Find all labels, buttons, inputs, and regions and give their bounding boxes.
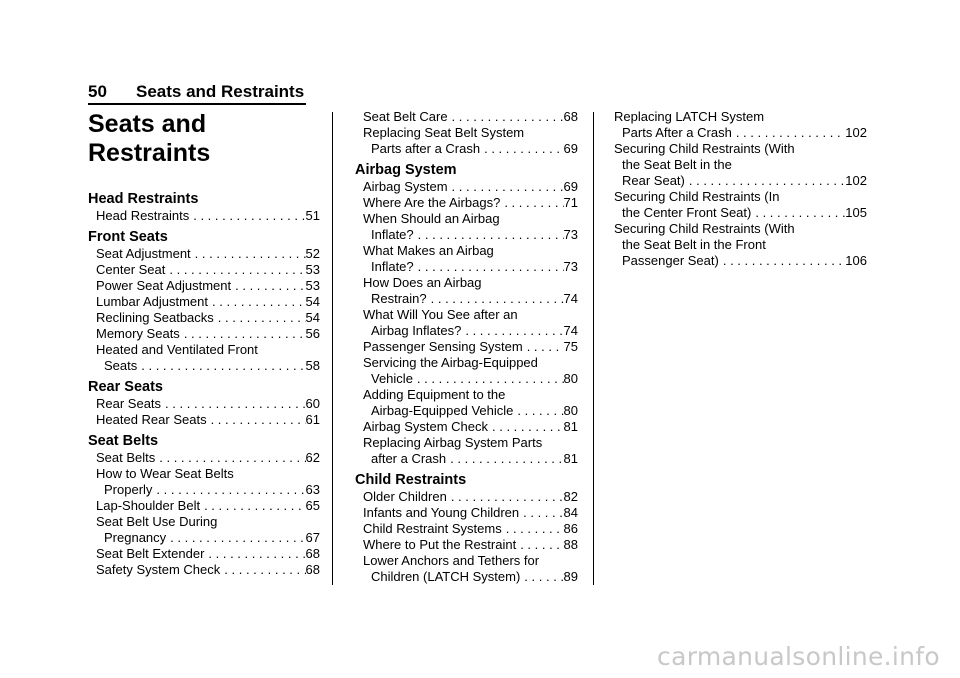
toc-entry-text: the Seat Belt in the Front (622, 237, 766, 252)
toc-entry-text: Older Children (363, 489, 447, 504)
toc-entry-page: 81 (563, 419, 578, 434)
toc-entry[interactable] (355, 275, 578, 307)
chapter-title-line: Restraints (88, 139, 211, 167)
toc-entry-line (614, 173, 867, 189)
dot-leader (137, 358, 305, 374)
toc-entry-line (363, 179, 578, 195)
toc-entry-text: Servicing the Airbag-Equipped (363, 355, 538, 370)
toc-entry-line (96, 498, 320, 514)
dot-leader (447, 489, 564, 505)
toc-entry-page: 88 (563, 537, 578, 552)
dot-leader (520, 569, 563, 585)
toc-entry-text: Memory Seats (96, 326, 180, 341)
toc-entry-text: Reclining Seatbacks (96, 310, 214, 325)
toc-entry[interactable] (88, 498, 320, 514)
toc-entry-text: Center Seat (96, 262, 166, 277)
dot-leader (414, 259, 564, 275)
toc-entry[interactable] (355, 387, 578, 419)
toc-entry-page: 106 (845, 253, 867, 268)
toc-entry-text: Seat Belt Use During (96, 514, 218, 529)
toc-entry-line (363, 403, 578, 419)
toc-entry-page: 74 (563, 323, 578, 338)
toc-entry-text: Heated Rear Seats (96, 412, 207, 427)
toc-entry-page: 68 (563, 109, 578, 124)
toc-column-3 (614, 109, 867, 269)
toc-entry-text: Passenger Seat) (622, 253, 719, 268)
toc-entry-text: the Center Front Seat) (622, 205, 752, 220)
toc-entry-line (614, 125, 867, 141)
toc-entry-text: Vehicle (371, 371, 413, 386)
toc-entry-text: Seat Belt Care (363, 109, 448, 124)
toc-entry[interactable] (614, 141, 867, 189)
toc-entry-line (363, 419, 578, 435)
section-heading: Head Restraints (88, 191, 199, 207)
toc-entry-line (96, 278, 320, 294)
toc-entry-page: 73 (563, 227, 578, 242)
toc-entry-page: 68 (305, 562, 320, 577)
dot-leader (488, 419, 564, 435)
toc-entry-page: 80 (563, 371, 578, 386)
dot-leader (502, 521, 564, 537)
toc-entry-text: Replacing LATCH System (614, 109, 765, 124)
toc-entry-page: 54 (305, 294, 320, 309)
toc-entry-text: Infants and Young Children (363, 505, 520, 520)
toc-entry-text: the Seat Belt in the (622, 157, 732, 172)
toc-entry[interactable] (355, 355, 578, 387)
toc-entry-text: Head Restraints (96, 208, 190, 223)
dot-leader (685, 173, 845, 189)
toc-column-1 (88, 109, 320, 578)
toc-entry-line (96, 450, 320, 466)
toc-entry-text: Children (LATCH System) (371, 569, 521, 584)
toc-entry-text: Seat Belt Extender (96, 546, 205, 561)
toc-entry-line (363, 141, 578, 157)
toc-entry-line (614, 253, 867, 269)
column-divider-2 (593, 112, 594, 585)
toc-entry-line (363, 227, 578, 243)
section-heading: Child Restraints (355, 472, 467, 488)
toc-entry-text: Inflate? (371, 227, 414, 242)
toc-entry[interactable] (88, 262, 320, 278)
toc-entry-text: Airbag-Equipped Vehicle (371, 403, 514, 418)
toc-entry-text: How to Wear Seat Belts (96, 466, 234, 481)
toc-entry-line (96, 294, 320, 310)
toc-entry-text: Safety System Check (96, 562, 221, 577)
dot-leader (732, 125, 845, 141)
toc-entry-text: Replacing Seat Belt System (363, 125, 525, 140)
toc-entry[interactable] (355, 419, 578, 435)
toc-entry-page: 60 (305, 396, 320, 411)
page-number: 50 (88, 82, 107, 101)
dot-leader (152, 482, 305, 498)
toc-entry[interactable] (355, 521, 578, 537)
toc-entry-page: 75 (563, 339, 578, 354)
toc-entry-page: 62 (305, 450, 320, 465)
toc-entry-page: 54 (305, 310, 320, 325)
dot-leader (220, 562, 305, 578)
dot-leader (427, 291, 564, 307)
dot-leader (523, 339, 564, 355)
toc-entry-page: 68 (305, 546, 320, 561)
dot-leader (461, 323, 563, 339)
toc-entry[interactable] (355, 339, 578, 355)
toc-entry[interactable] (88, 562, 320, 578)
toc-entry[interactable] (355, 179, 578, 195)
toc-entry-text: Lumbar Adjustment (96, 294, 209, 309)
toc-entry-text: Airbag Inflates? (371, 323, 462, 338)
toc-entry-text: When Should an Airbag (363, 211, 500, 226)
toc-entry-line (363, 291, 578, 307)
chapter-title-line: Seats and (88, 110, 207, 138)
toc-entry-page: 53 (305, 278, 320, 293)
toc-entry-text: Inflate? (371, 259, 414, 274)
toc-entry-page: 102 (845, 173, 867, 188)
toc-entry-text: Lower Anchors and Tethers for (363, 553, 540, 568)
toc-entry-line (363, 371, 578, 387)
toc-entry-line (96, 208, 320, 224)
toc-entry-text: Rear Seats (96, 396, 162, 411)
toc-entry[interactable] (88, 278, 320, 294)
toc-entry-line (96, 262, 320, 278)
toc-entry[interactable] (88, 246, 320, 262)
toc-entry-text: Securing Child Restraints (With (614, 141, 795, 156)
chapter-title (88, 110, 320, 168)
toc-entry-text: Rear Seat) (622, 173, 685, 188)
dot-leader (191, 246, 306, 262)
toc-entry[interactable] (88, 466, 320, 498)
toc-entry-page: 73 (563, 259, 578, 274)
toc-entry-text: Restrain? (371, 291, 427, 306)
toc-entry-line (96, 530, 320, 546)
running-title: Seats and Restraints (136, 82, 305, 101)
dot-leader (231, 278, 305, 294)
dot-leader (448, 109, 564, 125)
toc-entry[interactable] (355, 307, 578, 339)
toc-entry[interactable] (88, 412, 320, 428)
section-heading: Airbag System (355, 162, 457, 178)
column-divider-1 (332, 112, 333, 585)
toc-entry[interactable] (355, 211, 578, 243)
toc-entry[interactable] (614, 109, 867, 141)
watermark: carmanualsonline.info (657, 642, 940, 671)
toc-entry-line (363, 195, 578, 211)
dot-leader (446, 451, 563, 467)
toc-entry-page: 63 (305, 482, 320, 497)
toc-entry[interactable] (355, 505, 578, 521)
toc-entry-page: 86 (563, 521, 578, 536)
toc-entry-line (363, 339, 578, 355)
dot-leader (719, 253, 845, 269)
toc-entry[interactable] (355, 109, 578, 125)
toc-entry[interactable] (88, 396, 320, 412)
toc-entry-page: 52 (305, 246, 320, 261)
toc-entry-text: Heated and Ventilated Front (96, 342, 258, 357)
toc-entry[interactable] (88, 208, 320, 224)
toc-entry-page: 65 (305, 498, 320, 513)
dot-leader (516, 537, 563, 553)
toc-entry-line (363, 537, 578, 553)
toc-entry-text: after a Crash (371, 451, 447, 466)
toc-entry-text: Lap-Shoulder Belt (96, 498, 201, 513)
toc-entry-text: What Will You See after an (363, 307, 518, 322)
dot-leader (155, 450, 305, 466)
dot-leader (500, 195, 563, 211)
toc-entry-page: 84 (563, 505, 578, 520)
toc-entry-line (363, 505, 578, 521)
toc-entry-page: 61 (305, 412, 320, 427)
dot-leader (414, 227, 564, 243)
toc-entry[interactable] (88, 310, 320, 326)
toc-entry-text: Airbag System Check (363, 419, 488, 434)
toc-entry-text: Replacing Airbag System Parts (363, 435, 543, 450)
toc-entry-text: Seat Adjustment (96, 246, 191, 261)
toc-entry[interactable] (88, 326, 320, 342)
dot-leader (519, 505, 563, 521)
toc-entry-line (96, 562, 320, 578)
dot-leader (166, 530, 305, 546)
toc-entry[interactable] (355, 489, 578, 505)
toc-entry-text: Securing Child Restraints (With (614, 221, 795, 236)
toc-entry[interactable] (614, 221, 867, 269)
dot-leader (448, 179, 564, 195)
toc-entry-text: Adding Equipment to the (363, 387, 506, 402)
header-row (88, 82, 306, 102)
toc-entry-text: Child Restraint Systems (363, 521, 502, 536)
section-heading: Rear Seats (88, 379, 163, 395)
toc-entry-text: Where to Put the Restraint (363, 537, 517, 552)
toc-entry-text: Passenger Sensing System (363, 339, 523, 354)
toc-entry-line (96, 396, 320, 412)
toc-entry-text: How Does an Airbag (363, 275, 482, 290)
toc-entry[interactable] (355, 195, 578, 211)
toc-entry-line (363, 259, 578, 275)
toc-entry[interactable] (88, 294, 320, 310)
toc-entry[interactable] (355, 553, 578, 585)
toc-entry[interactable] (355, 537, 578, 553)
toc-entry-line (363, 323, 578, 339)
toc-entry-page: 81 (563, 451, 578, 466)
toc-entry-text: Parts after a Crash (371, 141, 481, 156)
dot-leader (413, 371, 564, 387)
dot-leader (208, 294, 306, 310)
section-heading: Seat Belts (88, 433, 159, 449)
dot-leader (207, 412, 306, 428)
toc-entry-page: 89 (563, 569, 578, 584)
toc-entry-line (96, 310, 320, 326)
dot-leader (180, 326, 306, 342)
toc-entry[interactable] (88, 342, 320, 374)
toc-entry-page: 51 (305, 208, 320, 223)
toc-entry-page: 74 (563, 291, 578, 306)
toc-entry-text: Airbag System (363, 179, 448, 194)
dot-leader (161, 396, 305, 412)
toc-entry-text: Power Seat Adjustment (96, 278, 232, 293)
dot-leader (189, 208, 305, 224)
toc-entry-line (96, 246, 320, 262)
toc-entry-line (363, 521, 578, 537)
dot-leader (751, 205, 845, 221)
toc-entry[interactable] (614, 189, 867, 221)
dot-leader (200, 498, 305, 514)
section-heading: Front Seats (88, 229, 168, 245)
toc-entry-text: Properly (104, 482, 153, 497)
toc-entry-page: 71 (563, 195, 578, 210)
toc-entry-line (96, 546, 320, 562)
toc-entry-line (96, 412, 320, 428)
toc-entry-line (363, 569, 578, 585)
toc-entry-page: 69 (563, 179, 578, 194)
toc-entry-text: What Makes an Airbag (363, 243, 494, 258)
toc-entry-page: 69 (563, 141, 578, 156)
toc-entry-page: 58 (305, 358, 320, 373)
toc-entry-line (96, 482, 320, 498)
toc-entry-page: 80 (563, 403, 578, 418)
dot-leader (214, 310, 306, 326)
page-header (88, 82, 306, 105)
toc-entry-line (363, 109, 578, 125)
dot-leader (480, 141, 563, 157)
toc-entry-page: 82 (563, 489, 578, 504)
toc-entry-page: 56 (305, 326, 320, 341)
toc-entry-page: 105 (845, 205, 867, 220)
toc-entry-text: Seats (104, 358, 138, 373)
toc-entry-line (96, 358, 320, 374)
toc-entry-line (614, 205, 867, 221)
toc-entry[interactable] (88, 514, 320, 546)
dot-leader (204, 546, 305, 562)
toc-entry-text: Where Are the Airbags? (363, 195, 501, 210)
toc-entry-text: Parts After a Crash (622, 125, 732, 140)
toc-entry-page: 67 (305, 530, 320, 545)
toc-entry[interactable] (355, 243, 578, 275)
toc-entry-text: Securing Child Restraints (In (614, 189, 780, 204)
toc-entry-line (96, 326, 320, 342)
header-rule (88, 103, 306, 105)
toc-entry[interactable] (355, 125, 578, 157)
toc-entry[interactable] (88, 546, 320, 562)
toc-entry-line (363, 451, 578, 467)
dot-leader (513, 403, 563, 419)
toc-entry-text: Pregnancy (104, 530, 167, 545)
toc-column-2 (355, 109, 578, 585)
dot-leader (165, 262, 305, 278)
toc-entry-page: 53 (305, 262, 320, 277)
toc-entry-text: Seat Belts (96, 450, 156, 465)
toc-entry[interactable] (88, 450, 320, 466)
toc-entry[interactable] (355, 435, 578, 467)
toc-entry-page: 102 (845, 125, 867, 140)
toc-entry-line (363, 489, 578, 505)
